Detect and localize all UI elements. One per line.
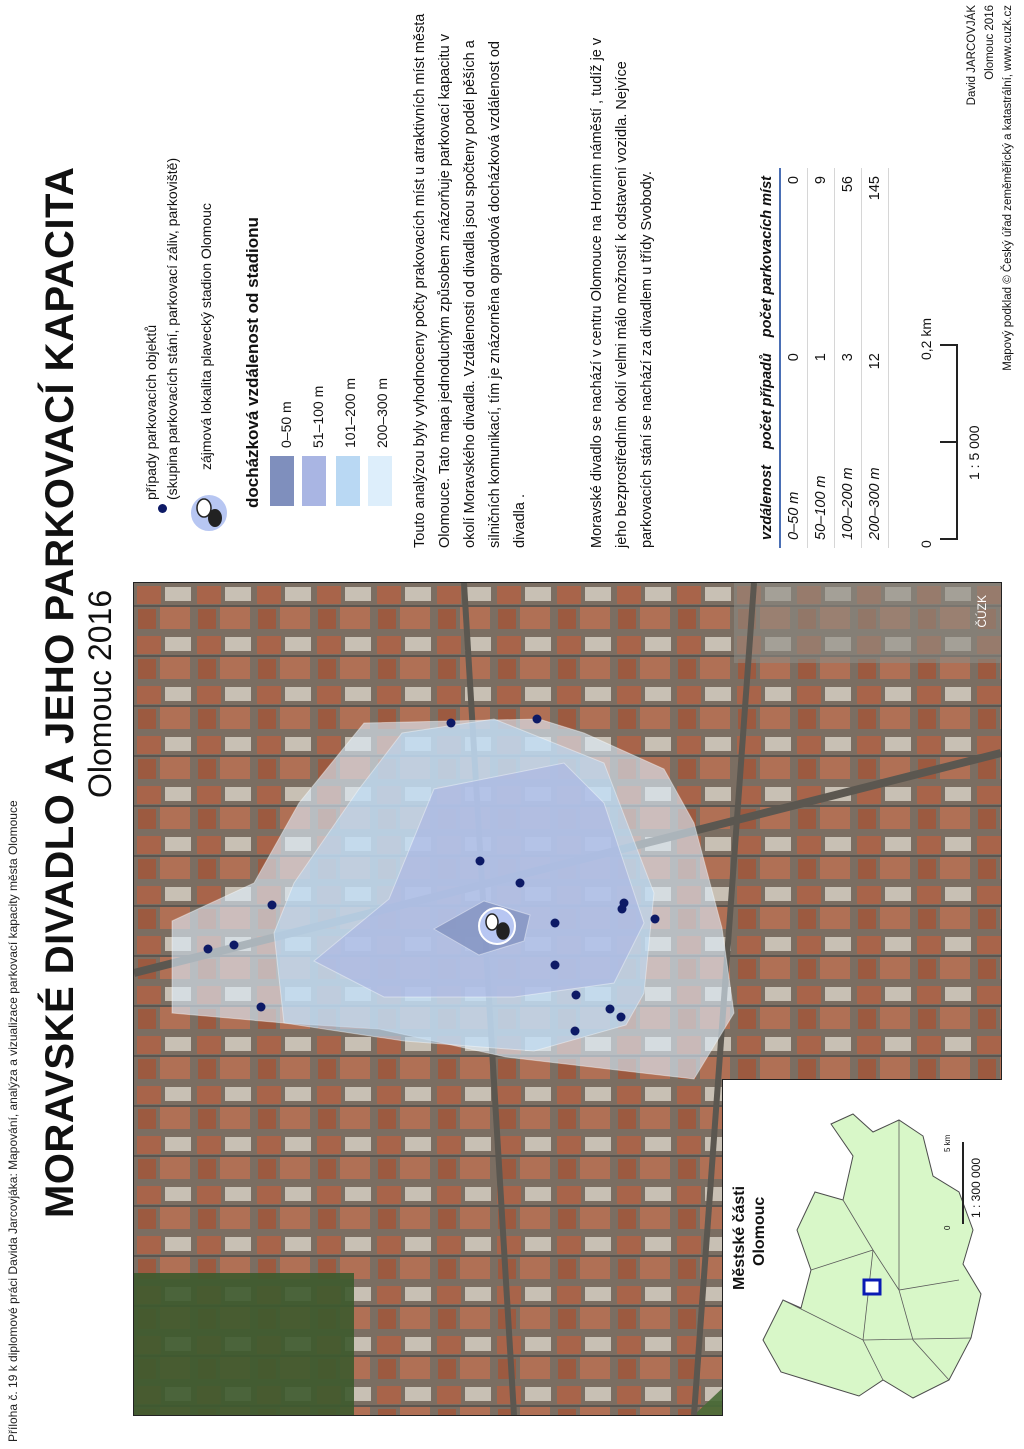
- site-symbol: [479, 908, 515, 944]
- legend-swatch-51-100: [302, 456, 326, 506]
- table-header: počet případů: [755, 345, 780, 457]
- table-cell: 100–200 m: [835, 457, 862, 548]
- parking-point: [204, 945, 213, 954]
- inset-scale-bar: [962, 1142, 964, 1224]
- inset-scale-end: 5 km: [943, 1134, 952, 1152]
- credit-author: David JARCOVJÁK: [966, 5, 978, 106]
- parking-point: [257, 1003, 266, 1012]
- credit-place-year: Olomouc 2016: [984, 5, 996, 80]
- parking-point-symbol: [158, 504, 167, 513]
- inset-map: [722, 1079, 1002, 1416]
- parking-point: [447, 719, 456, 728]
- legend-swatch-0-50: [270, 456, 294, 506]
- credit-basemap: Mapový podklad © Český úřad zeměměřický a katastrální, www.cuzk.cz: [1002, 5, 1014, 371]
- stats-table-wrapper: [755, 168, 889, 548]
- table-cell: 1: [808, 345, 835, 457]
- parking-point: [551, 919, 560, 928]
- inset-location-marker: [864, 1280, 880, 1294]
- table-cell: 50–100 m: [808, 457, 835, 548]
- table-row: [835, 168, 862, 548]
- scale-end-label: 0,2 km: [918, 317, 934, 360]
- scale-bar-tick: [940, 441, 958, 443]
- description-paragraph-2: Moravské divadlo se nachází v centru Olomouce na Horním náměstí , tudíž je v jeho bezprostředním okolí velmi málo možností k odstavení vozidla. Nejvíce parkovacích stání se nachází za divadlem u třídy Svobody.: [589, 37, 655, 548]
- parking-point: [268, 901, 277, 910]
- scale-bar-tick: [940, 344, 958, 346]
- table-cell: 145: [862, 168, 889, 345]
- aerial-map[interactable]: [133, 582, 1002, 1416]
- inset-scale-zero: 0: [943, 1225, 952, 1230]
- parking-point: [571, 1027, 580, 1036]
- inset-scale-ratio: 1 : 300 000: [969, 1157, 983, 1218]
- table-cell: 200–300 m: [862, 457, 889, 548]
- table-row: [780, 168, 808, 548]
- table-cell: 9: [808, 168, 835, 345]
- parking-point: [476, 857, 485, 866]
- legend-swatch-200-300: [368, 456, 392, 506]
- table-cell: 3: [835, 345, 862, 457]
- table-cell: 56: [835, 168, 862, 345]
- park-area: [134, 1273, 354, 1415]
- header-note: Příloha č. 19 k diplomové práci Davida Jarcovjáka: Mapování, analýza a vizualizace parkovací kapacity města Olomouce: [6, 800, 20, 1442]
- table-cell: 0–50 m: [780, 457, 808, 548]
- legend-point-sublabel: (skupina parkovacích stání, parkovací záliv, parkoviště): [164, 157, 180, 500]
- page-subtitle: Olomouc 2016: [82, 589, 118, 798]
- plaza-area: [734, 583, 1001, 663]
- table-header: počet parkovacích míst: [755, 168, 780, 345]
- map-watermark: ČÚZK: [975, 595, 989, 628]
- parking-point: [230, 941, 239, 950]
- parking-point: [516, 879, 525, 888]
- parking-point: [618, 905, 627, 914]
- parking-point: [572, 991, 581, 1000]
- stats-table: [755, 168, 889, 548]
- parking-point: [606, 1005, 615, 1014]
- table-cell: 0: [780, 345, 808, 457]
- table-row: [862, 168, 889, 548]
- table-row: [808, 168, 835, 548]
- scale-zero-label: 0: [918, 540, 934, 548]
- legend-swatch-101-200: [336, 456, 360, 506]
- legend-zone-label-51-100: 51–100 m: [310, 385, 326, 448]
- parking-point: [651, 915, 660, 924]
- legend-site-label: zájmová lokalita plavecký stadion Olomouc: [198, 203, 214, 470]
- legend-zone-label-0-50: 0–50 m: [278, 401, 294, 448]
- scale-ratio-label: 1 : 5 000: [966, 425, 982, 480]
- inset-title-line1: Městské části: [731, 1185, 748, 1290]
- site-symbol-legend: [188, 488, 230, 538]
- parking-point: [533, 715, 542, 724]
- table-cell: 0: [780, 168, 808, 345]
- inset-title-line2: Olomouc: [751, 1196, 768, 1266]
- page-title: MORAVSKÉ DIVADLO A JEHO PARKOVACÍ KAPACITA: [38, 166, 82, 1218]
- parking-point: [617, 1013, 626, 1022]
- table-header-row: [755, 168, 780, 548]
- table-header: vzdálenost: [755, 457, 780, 548]
- description-paragraph-1: Touto analýzou byly vyhodnoceny počty prakovacích míst u atraktivních míst města Olomouce. Tato mapa jednoduchým způsobem znázorňuje parkovací kapacitu v okolí Moravského divadla. Vzdálenosti od divadla jsou spočteny podél pěších a silničních komunikací, tím je znázorněna opravdová docházková vzdálenost od divadla .: [412, 13, 528, 548]
- legend-zone-label-101-200: 101–200 m: [342, 377, 358, 448]
- legend-point-label: případy parkovacích objektů: [143, 324, 159, 500]
- scale-bar-tick: [940, 538, 958, 540]
- table-cell: 12: [862, 345, 889, 457]
- parking-point: [551, 961, 560, 970]
- legend-zones-heading: docházková vzdálenost od stadionu: [243, 217, 262, 508]
- legend-zone-label-200-300: 200–300 m: [374, 377, 390, 448]
